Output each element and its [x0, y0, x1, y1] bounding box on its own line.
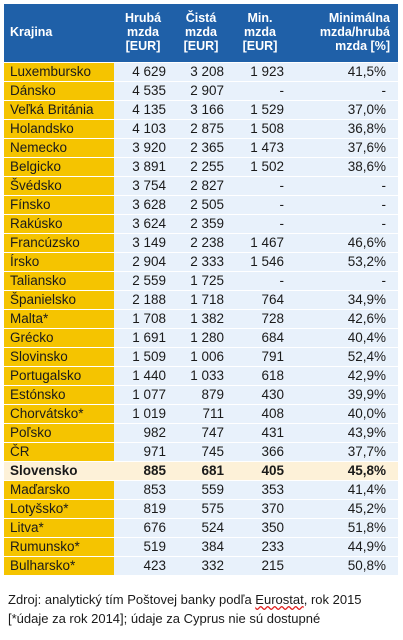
cell-net: 332 — [172, 556, 230, 575]
cell-ratio: 41,4% — [290, 480, 398, 499]
cell-ratio: 36,8% — [290, 119, 398, 138]
cell-gross: 971 — [114, 442, 172, 461]
header-gross-l3: [EUR] — [125, 39, 161, 54]
cell-gross: 853 — [114, 480, 172, 499]
table-row — [4, 480, 398, 499]
cell-net: 2 827 — [172, 176, 230, 195]
cell-ratio: 50,8% — [290, 556, 398, 575]
table-row — [4, 138, 398, 157]
cell-min: 1 923 — [230, 62, 290, 81]
cell-gross: 2 559 — [114, 271, 172, 290]
cell-net: 2 359 — [172, 214, 230, 233]
header-ratio-l3: mzda [%] — [335, 39, 390, 54]
cell-country: Fínsko — [4, 195, 114, 214]
cell-net: 524 — [172, 518, 230, 537]
wage-table — [4, 4, 398, 575]
cell-gross: 3 149 — [114, 233, 172, 252]
cell-country: Holandsko — [4, 119, 114, 138]
header-net-l1: Čistá — [185, 11, 217, 26]
cell-gross: 819 — [114, 499, 172, 518]
cell-min: - — [230, 271, 290, 290]
cell-country: Poľsko — [4, 423, 114, 442]
cell-country: Bulharsko* — [4, 556, 114, 575]
cell-net: 559 — [172, 480, 230, 499]
cell-country: ČR — [4, 442, 114, 461]
cell-net: 879 — [172, 385, 230, 404]
cell-country: Grécko — [4, 328, 114, 347]
cell-ratio: 41,5% — [290, 62, 398, 81]
cell-gross: 1 440 — [114, 366, 172, 385]
footnote-source: Zdroj: analytický tím Poštovej banky podľa — [8, 592, 256, 607]
table-row — [4, 233, 398, 252]
cell-gross: 3 624 — [114, 214, 172, 233]
cell-ratio: 51,8% — [290, 518, 398, 537]
table-row — [4, 309, 398, 328]
cell-country: Maďarsko — [4, 480, 114, 499]
cell-ratio: 37,0% — [290, 100, 398, 119]
header-net — [172, 4, 230, 62]
cell-min: 430 — [230, 385, 290, 404]
cell-country: Luxembursko — [4, 62, 114, 81]
cell-country: Estónsko — [4, 385, 114, 404]
table-row — [4, 556, 398, 575]
header-gross-l1: Hrubá — [124, 11, 162, 26]
table-row — [4, 195, 398, 214]
cell-net: 2 255 — [172, 157, 230, 176]
header-net-l2: mzda — [185, 25, 217, 40]
table-row — [4, 290, 398, 309]
header-net-l3: [EUR] — [183, 39, 219, 54]
table-row — [4, 328, 398, 347]
cell-country: Taliansko — [4, 271, 114, 290]
table-row — [4, 214, 398, 233]
cell-min: - — [230, 81, 290, 100]
table-row — [4, 81, 398, 100]
table-row — [4, 271, 398, 290]
cell-ratio: - — [290, 176, 398, 195]
cell-net: 575 — [172, 499, 230, 518]
cell-ratio: - — [290, 81, 398, 100]
header-row — [4, 4, 398, 62]
cell-gross: 1 019 — [114, 404, 172, 423]
table-row — [4, 404, 398, 423]
cell-min: 215 — [230, 556, 290, 575]
cell-min: 408 — [230, 404, 290, 423]
cell-ratio: 37,7% — [290, 442, 398, 461]
cell-min: 350 — [230, 518, 290, 537]
cell-min: - — [230, 195, 290, 214]
cell-country: Chorvátsko* — [4, 404, 114, 423]
cell-min: 728 — [230, 309, 290, 328]
cell-min: - — [230, 176, 290, 195]
cell-ratio: 34,9% — [290, 290, 398, 309]
table-row — [4, 176, 398, 195]
cell-gross: 1 691 — [114, 328, 172, 347]
cell-gross: 4 135 — [114, 100, 172, 119]
header-country: Krajina — [4, 4, 114, 62]
cell-net: 2 907 — [172, 81, 230, 100]
wage-table-container — [4, 4, 398, 575]
footnote-line-1 — [8, 590, 398, 609]
cell-gross: 2 188 — [114, 290, 172, 309]
cell-net: 2 238 — [172, 233, 230, 252]
cell-ratio: 38,6% — [290, 157, 398, 176]
cell-min: - — [230, 214, 290, 233]
cell-min: 1 546 — [230, 252, 290, 271]
cell-min: 764 — [230, 290, 290, 309]
cell-min: 791 — [230, 347, 290, 366]
table-row — [4, 62, 398, 81]
cell-net: 1 382 — [172, 309, 230, 328]
cell-ratio: 40,0% — [290, 404, 398, 423]
cell-min: 1 508 — [230, 119, 290, 138]
cell-net: 745 — [172, 442, 230, 461]
cell-net: 3 166 — [172, 100, 230, 119]
cell-country: Španielsko — [4, 290, 114, 309]
cell-ratio: 45,8% — [290, 461, 398, 480]
cell-country: Belgicko — [4, 157, 114, 176]
table-row — [4, 537, 398, 556]
table-row — [4, 366, 398, 385]
cell-ratio: 39,9% — [290, 385, 398, 404]
cell-gross: 3 891 — [114, 157, 172, 176]
table-row — [4, 347, 398, 366]
cell-min: 1 467 — [230, 233, 290, 252]
footnote-line-2: [*údaje za rok 2014]; údaje za Cyprus nie sú dostupné — [8, 611, 321, 626]
cell-net: 681 — [172, 461, 230, 480]
cell-ratio: 44,9% — [290, 537, 398, 556]
cell-min: 405 — [230, 461, 290, 480]
cell-min: 431 — [230, 423, 290, 442]
table-row — [4, 442, 398, 461]
cell-gross: 676 — [114, 518, 172, 537]
header-gross — [114, 4, 172, 62]
cell-gross: 1 077 — [114, 385, 172, 404]
cell-gross: 3 754 — [114, 176, 172, 195]
cell-net: 1 718 — [172, 290, 230, 309]
cell-min: 618 — [230, 366, 290, 385]
cell-country: Lotyšsko* — [4, 499, 114, 518]
cell-country: Malta* — [4, 309, 114, 328]
cell-country: Dánsko — [4, 81, 114, 100]
table-row — [4, 119, 398, 138]
cell-min: 370 — [230, 499, 290, 518]
footnote — [8, 590, 398, 628]
cell-country: Francúzsko — [4, 233, 114, 252]
cell-ratio: 46,6% — [290, 233, 398, 252]
cell-net: 711 — [172, 404, 230, 423]
cell-country: Veľká Británia — [4, 100, 114, 119]
cell-ratio: - — [290, 195, 398, 214]
cell-country: Rumunsko* — [4, 537, 114, 556]
cell-min: 1 502 — [230, 157, 290, 176]
cell-country: Rakúsko — [4, 214, 114, 233]
cell-gross: 3 628 — [114, 195, 172, 214]
header-min-l1: Min. — [247, 11, 273, 26]
cell-ratio: 43,9% — [290, 423, 398, 442]
cell-gross: 519 — [114, 537, 172, 556]
cell-gross: 4 629 — [114, 62, 172, 81]
cell-country: Slovensko — [4, 461, 114, 480]
header-min-l3: [EUR] — [242, 39, 278, 54]
cell-ratio: 42,6% — [290, 309, 398, 328]
header-gross-l2: mzda — [127, 25, 159, 40]
cell-net: 1 280 — [172, 328, 230, 347]
cell-net: 1 725 — [172, 271, 230, 290]
cell-min: 1 529 — [230, 100, 290, 119]
cell-country: Litva* — [4, 518, 114, 537]
cell-ratio: 40,4% — [290, 328, 398, 347]
cell-min: 233 — [230, 537, 290, 556]
cell-net: 1 006 — [172, 347, 230, 366]
cell-ratio: 53,2% — [290, 252, 398, 271]
footnote-eurostat: Eurostat — [255, 592, 304, 607]
table-row — [4, 252, 398, 271]
cell-country: Portugalsko — [4, 366, 114, 385]
cell-gross: 982 — [114, 423, 172, 442]
cell-net: 747 — [172, 423, 230, 442]
cell-net: 384 — [172, 537, 230, 556]
header-ratio-l2: mzda/hrubá — [319, 25, 390, 40]
cell-ratio: - — [290, 271, 398, 290]
cell-ratio: - — [290, 214, 398, 233]
cell-net: 2 875 — [172, 119, 230, 138]
cell-net: 2 333 — [172, 252, 230, 271]
cell-ratio: 52,4% — [290, 347, 398, 366]
cell-gross: 423 — [114, 556, 172, 575]
table-row — [4, 461, 398, 480]
cell-gross: 1 509 — [114, 347, 172, 366]
header-min-l2: mzda — [244, 25, 276, 40]
table-row — [4, 157, 398, 176]
cell-ratio: 45,2% — [290, 499, 398, 518]
cell-gross: 2 904 — [114, 252, 172, 271]
cell-min: 353 — [230, 480, 290, 499]
footnote-year: , rok 2015 — [303, 592, 362, 607]
cell-net: 1 033 — [172, 366, 230, 385]
cell-gross: 885 — [114, 461, 172, 480]
cell-gross: 4 103 — [114, 119, 172, 138]
table-row — [4, 385, 398, 404]
cell-country: Írsko — [4, 252, 114, 271]
header-ratio — [290, 4, 398, 62]
cell-net: 2 505 — [172, 195, 230, 214]
cell-ratio: 42,9% — [290, 366, 398, 385]
cell-gross: 1 708 — [114, 309, 172, 328]
cell-country: Švédsko — [4, 176, 114, 195]
cell-min: 366 — [230, 442, 290, 461]
cell-gross: 4 535 — [114, 81, 172, 100]
table-row — [4, 423, 398, 442]
cell-country: Nemecko — [4, 138, 114, 157]
table-body — [4, 62, 398, 575]
table-header — [4, 4, 398, 62]
header-min — [230, 4, 290, 62]
cell-min: 684 — [230, 328, 290, 347]
cell-gross: 3 920 — [114, 138, 172, 157]
cell-country: Slovinsko — [4, 347, 114, 366]
table-row — [4, 100, 398, 119]
header-ratio-l1: Minimálna — [328, 11, 390, 26]
cell-min: 1 473 — [230, 138, 290, 157]
table-row — [4, 499, 398, 518]
cell-ratio: 37,6% — [290, 138, 398, 157]
cell-net: 2 365 — [172, 138, 230, 157]
table-row — [4, 518, 398, 537]
cell-net: 3 208 — [172, 62, 230, 81]
